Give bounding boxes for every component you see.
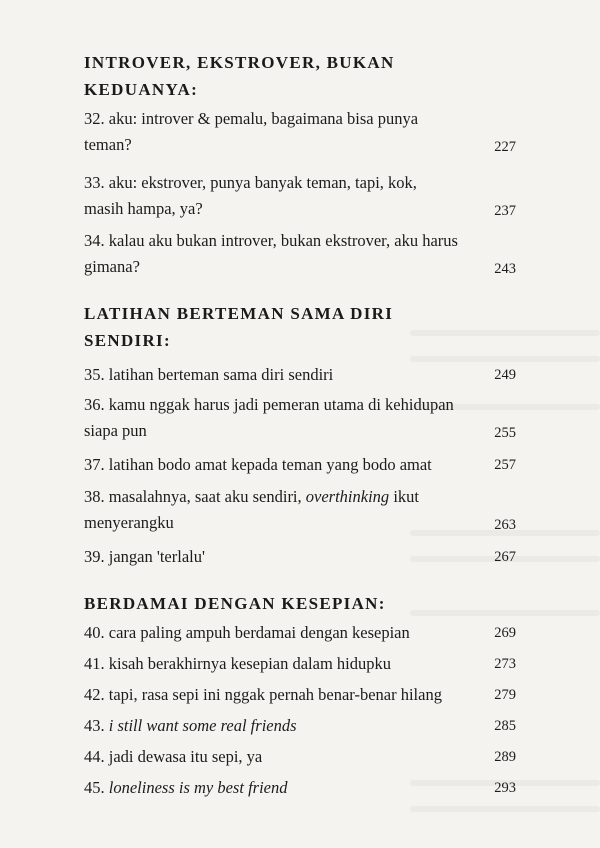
toc-entry-title: 41. kisah berakhirnya kesepian dalam hidupku bbox=[84, 654, 391, 673]
toc-entry-page: 285 bbox=[494, 718, 516, 734]
show-through-line bbox=[410, 330, 600, 336]
toc-entry[interactable] bbox=[84, 484, 524, 536]
toc-entry[interactable] bbox=[84, 170, 524, 222]
toc-entry-title: 39. jangan 'terlalu' bbox=[84, 547, 205, 566]
section-heading: BERDAMAI DENGAN KESEPIAN: bbox=[84, 594, 386, 613]
toc-entry-title: 42. tapi, rasa sepi ini nggak pernah benar-benar hilang bbox=[84, 685, 442, 704]
toc-entry[interactable] bbox=[84, 744, 524, 770]
toc-entry-page: 279 bbox=[494, 687, 516, 703]
toc-entry-title: 33. aku: ekstrover, punya banyak teman, tapi, kok, masih hampa, ya? bbox=[84, 173, 417, 218]
toc-entry-page: 227 bbox=[494, 139, 516, 155]
toc-entry-page: 249 bbox=[494, 367, 516, 383]
toc-entry[interactable] bbox=[84, 452, 524, 478]
toc-entry[interactable] bbox=[84, 392, 524, 444]
toc-entry-title: 38. masalahnya, saat aku sendiri, overthinking ikut menyerangku bbox=[84, 487, 419, 532]
toc-entry[interactable] bbox=[84, 228, 524, 280]
toc-entry-title: 43. i still want some real friends bbox=[84, 716, 297, 735]
toc-entry[interactable] bbox=[84, 682, 524, 708]
toc-entry[interactable] bbox=[84, 775, 524, 801]
italic-term: overthinking bbox=[305, 487, 390, 506]
toc-entry[interactable] bbox=[84, 106, 524, 158]
toc-entry-title: 36. kamu nggak harus jadi pemeran utama di kehidupan siapa pun bbox=[84, 395, 454, 440]
italic-term: i still want some real friends bbox=[108, 716, 297, 735]
toc-entry-page: 269 bbox=[494, 625, 516, 641]
italic-term: loneliness is my best friend bbox=[108, 778, 288, 797]
toc-entry-page: 267 bbox=[494, 549, 516, 565]
toc-entry-page: 293 bbox=[494, 780, 516, 796]
toc-entry-title: 37. latihan bodo amat kepada teman yang bodo amat bbox=[84, 455, 432, 474]
toc-entry-title: 40. cara paling ampuh berdamai dengan kesepian bbox=[84, 623, 410, 642]
toc-entry-title: 45. loneliness is my best friend bbox=[84, 778, 288, 797]
toc-entry-page: 263 bbox=[494, 517, 516, 533]
toc-entry-page: 243 bbox=[494, 261, 516, 277]
toc-entry-title: 32. aku: introver & pemalu, bagaimana bisa punya teman? bbox=[84, 109, 419, 154]
toc-entry[interactable] bbox=[84, 713, 524, 739]
toc-entry-title: 35. latihan berteman sama diri sendiri bbox=[84, 365, 334, 384]
toc-entry-page: 273 bbox=[494, 656, 516, 672]
toc-entry[interactable] bbox=[84, 362, 524, 388]
section-heading: LATIHAN BERTEMAN SAMA DIRI SENDIRI: bbox=[84, 304, 394, 350]
toc-entry-page: 289 bbox=[494, 749, 516, 765]
toc-entry-title: 34. kalau aku bukan introver, bukan ekstrover, aku harus gimana? bbox=[84, 231, 458, 276]
section-heading: INTROVER, EKSTROVER, BUKAN KEDUANYA: bbox=[84, 53, 395, 99]
toc-entry[interactable] bbox=[84, 620, 524, 646]
show-through-line bbox=[410, 610, 600, 616]
toc-entry-page: 255 bbox=[494, 425, 516, 441]
toc-entry-title: 44. jadi dewasa itu sepi, ya bbox=[84, 747, 263, 766]
toc-entry[interactable] bbox=[84, 651, 524, 677]
show-through-line bbox=[410, 806, 600, 812]
toc-entry[interactable] bbox=[84, 544, 524, 570]
toc-entry-page: 257 bbox=[494, 457, 516, 473]
toc-entry-page: 237 bbox=[494, 203, 516, 219]
